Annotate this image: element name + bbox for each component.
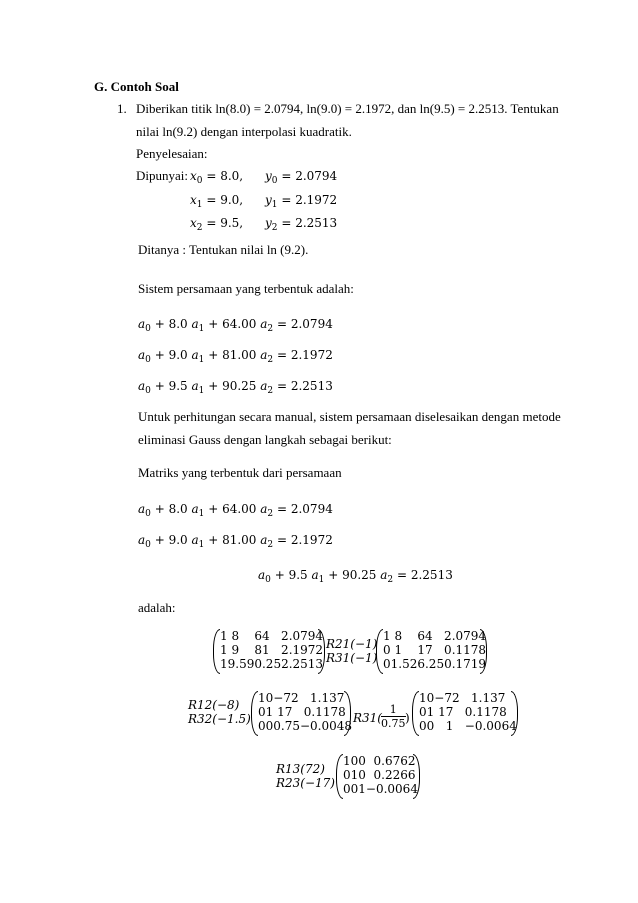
given-label: Dipunyai: [136,168,188,183]
equation-repeat-3: $a_0 + 9.5$ $a_1 + 90.25$ $a_2 = 2.2513$ [258,568,453,585]
manual-line-1: Untuk perhitungan secara manual, sistem persamaan diselesaikan dengan metode [138,409,561,424]
given-y1: $y_1 = 2.1972$ [265,193,338,210]
manual-line-2: eliminasi Gauss dengan langkah sebagai berikut: [138,432,392,447]
operation-3: R31( [353,711,382,725]
matrix-intro: Matriks yang terbentuk dari persamaan [138,465,342,480]
equation-repeat-2: $a_0 + 9.0$ $a_1 + 81.00$ $a_2 = 2.1972$ [138,533,333,550]
problem-line-2: nilai ln(9.2) dengan interpolasi kuadratik. [136,124,352,139]
operation-3-close: ) [405,711,410,725]
operation-1: R21(−1) R31(−1) [326,637,378,665]
operation-4: R13(72) R23(−17) [276,762,335,790]
matrix-3-left-paren [251,691,258,736]
matrix-5: 100 0.6762 010 0.2266 001−0.0064 [343,754,418,796]
problem-line-1: Diberikan titik ln(8.0) = 2.0794, ln(9.0) = 2.1972, dan ln(9.5) = 2.2513. Tentukan [136,101,559,116]
matrix-4-left-paren [412,691,419,736]
equation-2: $a_0 + 9.0$ $a_1 + 81.00$ $a_2 = 2.1972$ [138,348,333,365]
equation-repeat-1: $a_0 + 8.0$ $a_1 + 64.00$ $a_2 = 2.0794$ [138,502,333,519]
given-x0: $x_0 = 8.0$, [190,169,244,186]
matrix-5-left-paren [336,754,343,799]
matrix-5-right-paren [413,754,420,799]
matrix-2: 1 8 64 2.0794 0 1 17 0.1178 01.526.250.1719 [383,629,487,671]
given-x2: $x_2 = 9.5$, [190,216,244,233]
system-intro: Sistem persamaan yang terbentuk adalah: [138,281,354,296]
given-y2: $y_2 = 2.2513$ [265,216,338,233]
equation-3: $a_0 + 9.5$ $a_1 + 90.25$ $a_2 = 2.2513$ [138,379,333,396]
section-heading: G. Contoh Soal [94,79,179,94]
solution-label: Penyelesaian: [136,146,208,161]
given-y0: $y_0 = 2.0794$ [265,169,338,186]
matrix-1-right-paren [318,629,325,674]
operation-2: R12(−8) R32(−1.5) [188,698,251,726]
matrix-2-left-paren [376,629,383,674]
adalah-label: adalah: [138,600,176,615]
item-number: 1. [117,101,127,116]
matrix-1: 1 8 64 2.0794 1 9 81 2.1972 19.590.252.2513 [220,629,324,671]
matrix-3: 10−72 1.137 01 17 0.1178 000.75−0.0048 [258,691,353,733]
matrix-4: 10−72 1.137 01 17 0.1178 00 1 −0.0064 [419,691,517,733]
asked-text: Ditanya : Tentukan nilai ln (9.2). [138,242,309,257]
operation-3-fraction: $\frac{1}{0.75}$ [381,703,406,730]
matrix-1-left-paren [213,629,220,674]
equation-1: $a_0 + 8.0$ $a_1 + 64.00$ $a_2 = 2.0794$ [138,317,333,334]
given-x1: $x_1 = 9.0$, [190,193,244,210]
